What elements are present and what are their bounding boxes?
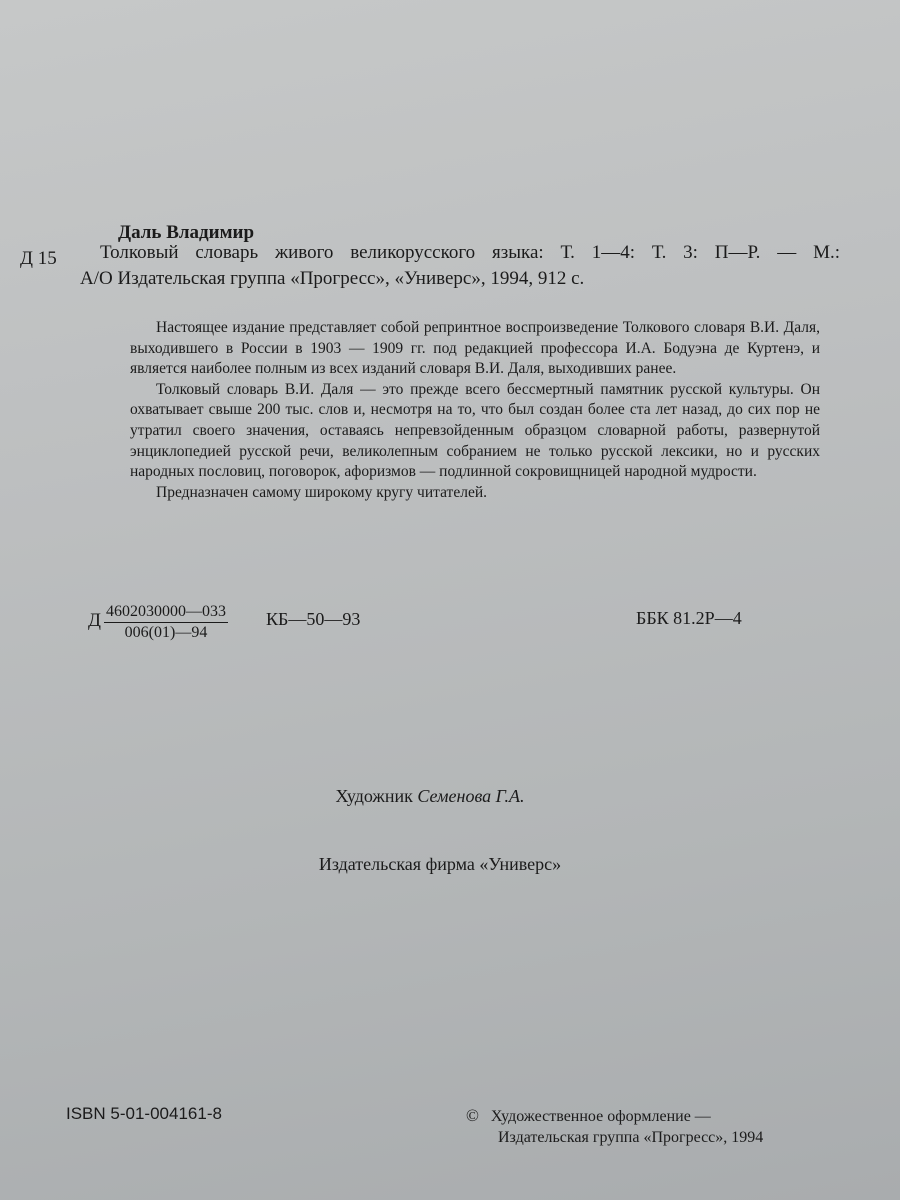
artist-credit (0, 786, 860, 807)
bbk-code: ББК 81.2Р—4 (636, 608, 742, 628)
annotation (130, 318, 820, 503)
classification-fraction (104, 602, 228, 643)
isbn: ISBN 5-01-004161-8 (66, 1104, 222, 1123)
annotation-paragraph: Настоящее издание представляет собой репринтное воспроизведение Толкового словаря В.И. Даля, выходившего в России в 1903 — 1909 гг. под редакцией профессора И.А. Бодуэна де Куртенэ, и является наиболее полным из всех изданий словаря В.И. Даля, выходивших ранее. (130, 319, 820, 378)
annotation-paragraph: Предназначен самому широкому кругу читателей. (156, 483, 487, 501)
classification-prefix: Д (88, 610, 101, 631)
copyright-symbol: © (466, 1106, 479, 1125)
bibliographic-title-line-1: Толковый словарь живого великорусского языка: Т. 1—4: Т. 3: П—Р. — М.: (100, 242, 840, 263)
copyright-line-1 (466, 1106, 711, 1126)
artist-name: Семенова Г.А. (417, 786, 525, 806)
library-index-code: Д 15 (20, 248, 57, 269)
kb-code: КБ—50—93 (266, 609, 361, 629)
publisher-name: Издательская фирма «Универс» (318, 854, 562, 874)
author-name: Даль Владимир (118, 222, 255, 243)
copyright-line-2: Издательская группа «Прогресс», 1994 (498, 1129, 764, 1146)
copyright-text-1: Художественное оформление — (490, 1108, 711, 1125)
artist-label: Художник (335, 786, 413, 806)
bibliographic-title-line-2: А/О Издательская группа «Прогресс», «Универс», 1994, 912 с. (80, 268, 585, 289)
classification-numerator: 4602030000—033 (104, 602, 228, 623)
annotation-paragraph: Толковый словарь В.И. Даля — это прежде всего бессмертный памятник русской культуры. Он охватывает свыше 200 тыс. слов и, несмотря на то, что был создан более ста лет назад, до сих пор не утратил своего значения, оставаясь непревзойденным образцом словарной работы, развернутой энциклопедией русской речи, великолепным собранием не только русской лексики, но и русских народных пословиц, поговорок, афоризмов — подлинной сокровищницей народной мудрости. (130, 380, 820, 481)
classification-denominator: 006(01)—94 (124, 624, 208, 641)
